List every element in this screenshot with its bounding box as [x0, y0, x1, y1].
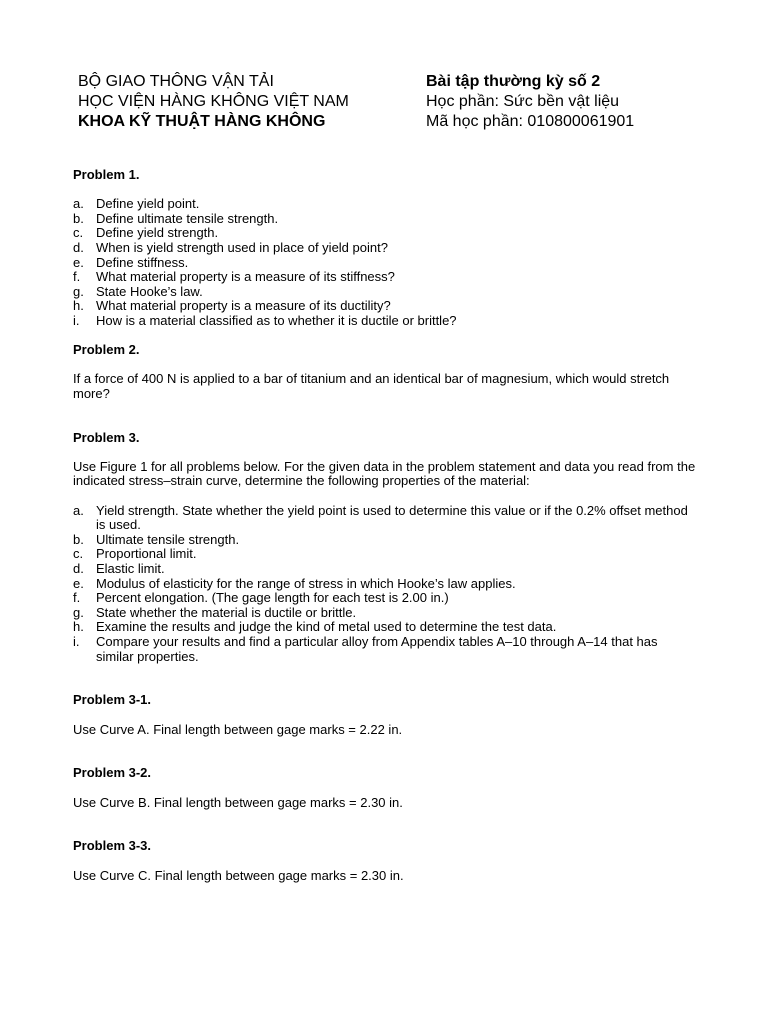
course-name: Học phần: Sức bền vật liệu: [426, 93, 620, 110]
item-text: Ultimate tensile strength.: [96, 531, 240, 547]
item-letter: e.: [73, 575, 84, 591]
item-text: Examine the results and judge the kind of metal used to determine the test data.: [96, 619, 557, 635]
item-letter: g.: [73, 604, 84, 620]
list-item: [73, 270, 698, 285]
item-text: How is a material classified as to whether it is ductile or brittle?: [96, 312, 457, 328]
item-text: Proportional limit.: [96, 546, 197, 562]
problem-3-2-text: Use Curve B. Final length between gage marks = 2.30 in.: [73, 794, 403, 810]
problem-2-text: If a force of 400 N is applied to a bar of titanium and an identical bar of magnesium, which would stretch more?: [73, 371, 670, 401]
item-letter: c.: [73, 225, 84, 241]
item-letter: c.: [73, 546, 84, 562]
item-letter: a.: [73, 502, 84, 518]
list-item: [73, 606, 698, 621]
item-text: Modulus of elasticity for the range of stress in which Hooke’s law applies.: [96, 575, 516, 591]
item-text: Percent elongation. (The gage length for each test is 2.00 in.): [96, 590, 449, 606]
list-item: [73, 577, 698, 592]
problem-3-3-title: Problem 3-3.: [73, 838, 152, 854]
problem-3-1-text: Use Curve A. Final length between gage marks = 2.22 in.: [73, 721, 403, 737]
item-letter: a.: [73, 196, 84, 212]
list-item: [73, 241, 698, 256]
item-text: When is yield strength used in place of yield point?: [96, 239, 388, 255]
list-item: [73, 591, 698, 606]
item-text: State whether the material is ductile or brittle.: [96, 604, 357, 620]
course-code: Mã học phần: 010800061901: [426, 113, 635, 130]
problem-1-list: [73, 197, 698, 328]
item-letter: e.: [73, 254, 84, 270]
problem-1-title: Problem 1.: [73, 167, 140, 182]
item-text: Yield strength. State whether the yield point is used to determine this value or if the 0.2% offset method is used.: [96, 502, 688, 533]
list-item: [73, 504, 698, 533]
item-text: Define stiffness.: [96, 254, 189, 270]
item-letter: d.: [73, 561, 84, 577]
assignment-block: [426, 72, 634, 132]
item-text: Define yield point.: [96, 196, 200, 212]
document-body: [73, 168, 698, 883]
item-letter: b.: [73, 531, 84, 547]
list-item: [73, 197, 698, 212]
list-item: [73, 299, 698, 314]
problem-2-title: Problem 2.: [73, 342, 140, 358]
list-item: [73, 314, 698, 329]
list-item: [73, 212, 698, 227]
list-item: [73, 562, 698, 577]
item-letter: h.: [73, 298, 84, 314]
list-item: [73, 256, 698, 271]
item-text: What material property is a measure of its ductility?: [96, 298, 391, 314]
problem-3-list: [73, 504, 698, 665]
item-text: Elastic limit.: [96, 561, 165, 577]
problem-3-intro: Use Figure 1 for all problems below. For the given data in the problem statement and data you read from the indicated stress–strain curve, determine the following properties of the material:: [73, 458, 696, 489]
list-item: [73, 226, 698, 241]
item-letter: b.: [73, 210, 84, 226]
list-item: [73, 635, 698, 664]
list-item: [73, 285, 698, 300]
ministry-name: BỘ GIAO THÔNG VẬN TẢI: [78, 73, 274, 90]
problem-3-1-title: Problem 3-1.: [73, 692, 152, 708]
item-text: Compare your results and find a particular alloy from Appendix tables A–10 through A–14 that has similar properties.: [96, 634, 658, 664]
item-letter: h.: [73, 619, 84, 635]
item-text: Define ultimate tensile strength.: [96, 210, 279, 226]
item-letter: i.: [73, 312, 80, 328]
institution-block: [78, 72, 349, 132]
item-letter: f.: [73, 269, 81, 285]
list-item: [73, 547, 698, 562]
faculty-name: KHOA KỸ THUẬT HÀNG KHÔNG: [78, 113, 326, 130]
problem-3-2-title: Problem 3-2.: [73, 765, 152, 781]
item-letter: f.: [73, 590, 81, 606]
list-item: [73, 533, 698, 548]
item-text: State Hooke’s law.: [96, 283, 203, 299]
academy-name: HỌC VIỆN HÀNG KHÔNG VIỆT NAM: [78, 93, 349, 110]
problem-3-title: Problem 3.: [73, 429, 140, 445]
item-text: What material property is a measure of its stiffness?: [96, 269, 395, 285]
problem-3-3-text: Use Curve C. Final length between gage marks = 2.30 in.: [73, 867, 404, 883]
item-text: Define yield strength.: [96, 225, 219, 241]
item-letter: d.: [73, 239, 84, 255]
list-item: [73, 620, 698, 635]
item-letter: i.: [73, 634, 80, 649]
assignment-title: Bài tập thường kỳ số 2: [426, 73, 601, 90]
item-letter: g.: [73, 283, 84, 299]
